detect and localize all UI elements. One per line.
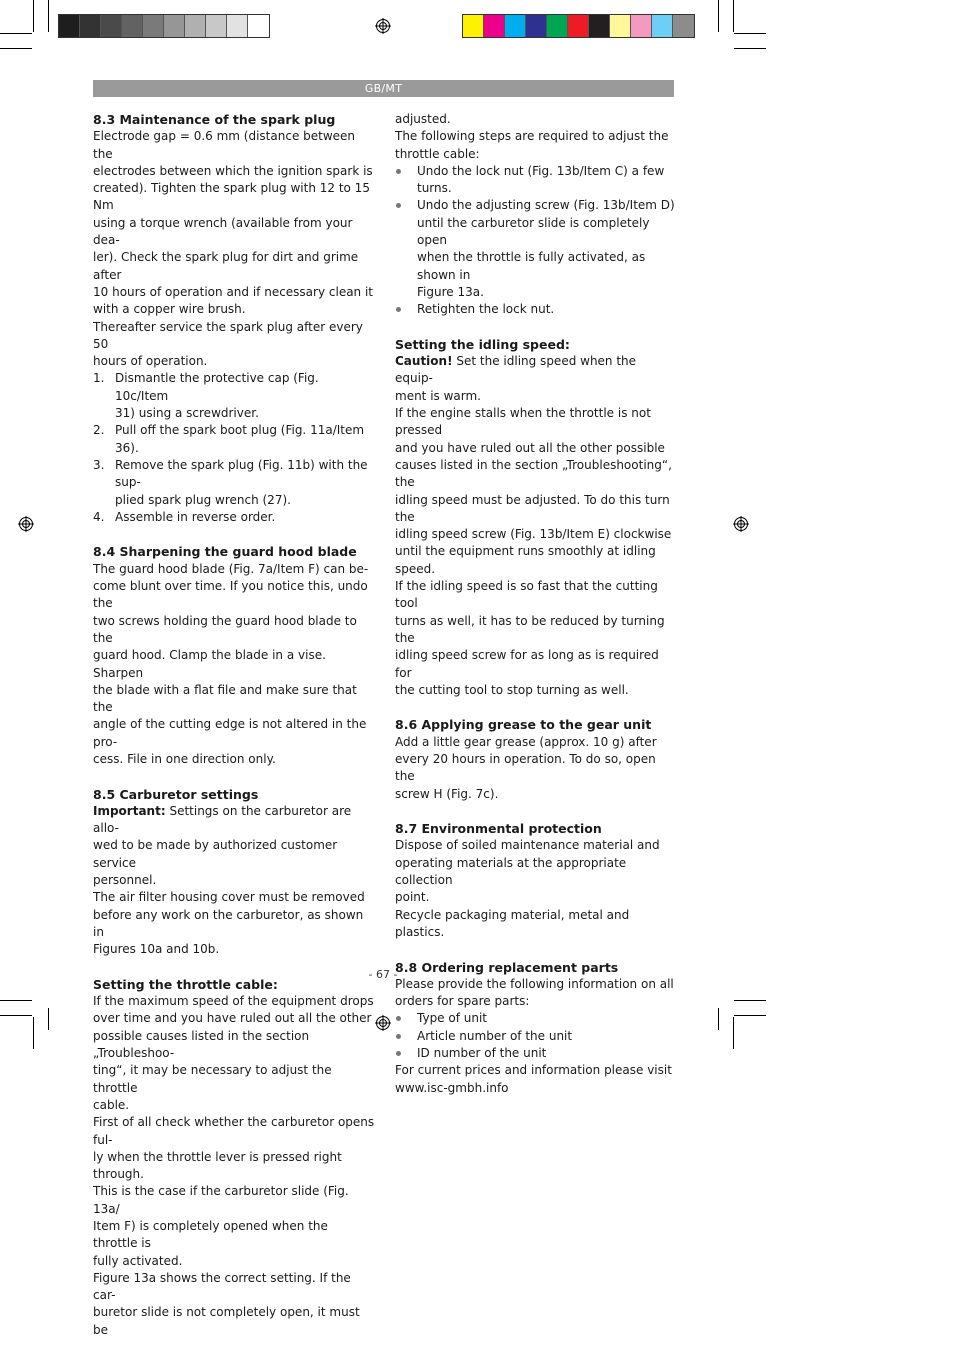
text-line: orders for spare parts:: [395, 994, 530, 1009]
subsection-heading: Setting the idling speed:: [395, 336, 570, 352]
registration-mark-icon: [375, 18, 391, 34]
text-line: adjusted.: [395, 112, 451, 126]
caution-text: Set the idling speed when the equip-: [395, 354, 637, 386]
text-line: Dispose of soiled maintenance material and: [395, 838, 660, 853]
text-line: plied spark plug wrench (27).: [115, 492, 291, 507]
important-label: Important:: [93, 803, 166, 818]
caution-label: Caution!: [395, 354, 453, 369]
text-line: This is the case if the carburetor slide (Fig. 13a/: [93, 1184, 349, 1216]
subsection-heading: Setting the throttle cable:: [93, 976, 278, 992]
crop-mark: [0, 48, 32, 49]
text-line: idling speed must be adjusted. To do this turn the: [395, 492, 670, 524]
list-item-text: ID number of the unit: [417, 1046, 547, 1061]
text-line: Figure 13a shows the correct setting. If the car-: [93, 1270, 351, 1303]
text-line: First of all check whether the carburetor opens ful-: [93, 1115, 375, 1147]
text-line: hours of operation.: [93, 354, 208, 369]
text-line: idling speed screw for as long as is required for: [395, 648, 659, 680]
color-swatch: [185, 15, 206, 37]
crop-mark: [0, 1015, 32, 1016]
paragraph-lines: [93, 837, 375, 958]
color-swatch: [484, 15, 505, 37]
text-line: fully activated.: [93, 1253, 183, 1268]
text-line: Figures 10a and 10b.: [93, 942, 220, 957]
text-line: turns as well, it has to be reduced by turning the: [395, 613, 665, 645]
text-line: guard hood. Clamp the blade in a vise. Sharpen: [93, 648, 326, 680]
color-swatch: [568, 15, 589, 37]
caution-note: [395, 353, 677, 388]
crop-mark: [718, 0, 719, 32]
text-line: causes listed in the section „Troubleshooting“, the: [395, 457, 672, 490]
text-line: the cutting tool to stop turning as well.: [395, 682, 629, 697]
text-line: before any work on the carburetor, as shown in: [93, 907, 364, 939]
paragraph-lines: [395, 1062, 677, 1097]
right-column: [395, 111, 677, 1097]
text-line: electrodes between which the ignition spark is: [93, 163, 373, 178]
bullet-icon: [396, 1051, 401, 1056]
text-line: Remove the spark plug (Fig. 11b) with the sup-: [115, 457, 368, 490]
color-swatch: [59, 15, 80, 37]
text-line: www.isc-gmbh.info: [395, 1080, 509, 1095]
text-line: Retighten the lock nut.: [417, 302, 555, 317]
crop-mark: [734, 33, 766, 34]
important-note: [93, 803, 375, 838]
color-swatch: [505, 15, 526, 37]
crop-mark: [734, 1000, 766, 1001]
text-line: If the engine stalls when the throttle is not pressed: [395, 406, 651, 438]
text-line: If the maximum speed of the equipment drops: [93, 994, 374, 1009]
color-swatch: [547, 15, 568, 37]
section-heading: 8.6 Applying grease to the gear unit: [395, 717, 652, 733]
bullet-icon: [396, 1034, 401, 1039]
text-line: personnel.: [93, 873, 157, 888]
crop-mark: [48, 0, 49, 32]
list-number: 4.: [93, 509, 105, 524]
text-line: For current prices and information please visit: [395, 1063, 672, 1078]
section-heading: 8.8 Ordering replacement parts: [395, 959, 619, 975]
text-line: The following steps are required to adjust the: [395, 129, 669, 144]
registration-mark-icon: [375, 1015, 391, 1031]
color-swatch: [526, 15, 547, 37]
language-label: GB/MT: [364, 82, 403, 95]
crop-mark: [0, 1000, 32, 1001]
list-item: [93, 509, 375, 526]
text-line: Figure 13a.: [417, 284, 484, 299]
text-line: operating materials at the appropriate collection: [395, 855, 627, 888]
list-item: [93, 457, 375, 509]
color-swatch: [673, 15, 694, 37]
bullet-icon: [396, 1016, 401, 1021]
text-line: The air filter housing cover must be removed: [93, 890, 365, 905]
list-item: [93, 370, 375, 422]
crop-mark: [733, 0, 734, 32]
text-line: created). Tighten the spark plug with 12 to 15 Nm: [93, 181, 370, 213]
crop-mark: [733, 1017, 734, 1049]
text-line: possible causes listed in the section „Troubleshoo-: [93, 1028, 310, 1061]
color-swatch: [248, 15, 269, 37]
list-item: [93, 422, 375, 457]
color-swatch: [227, 15, 248, 37]
section-heading: 8.7 Environmental protection: [395, 821, 602, 837]
page-number: - 67 -: [368, 968, 398, 981]
text-line: until the carburetor slide is completely open: [417, 215, 650, 248]
section-heading: 8.5 Carburetor settings: [93, 786, 259, 802]
color-swatch: [143, 15, 164, 37]
list-item: [395, 301, 677, 318]
text-line: using a torque wrench (available from your dea-: [93, 215, 353, 248]
text-line: Dismantle the protective cap (Fig. 10c/Item: [115, 371, 319, 403]
text-line: ment is warm.: [395, 388, 481, 403]
bullet-icon: [396, 169, 401, 174]
text-line: Undo the adjusting screw (Fig. 13b/Item D): [417, 198, 675, 213]
color-swatch: [652, 15, 673, 37]
text-line: wed to be made by authorized customer service: [93, 838, 338, 870]
paragraph-lines: [395, 388, 677, 699]
bullet-icon: [396, 307, 401, 312]
crop-mark: [33, 1017, 34, 1049]
grayscale-color-bar: [58, 14, 270, 38]
text-line: cess. File in one direction only.: [93, 751, 276, 766]
paragraph-lines: [93, 993, 375, 1339]
crop-mark: [48, 1008, 49, 1030]
text-line: turns.: [417, 181, 452, 196]
color-swatch: [463, 15, 484, 37]
registration-mark-icon: [733, 516, 749, 532]
text-line: screw H (Fig. 7c).: [395, 786, 499, 801]
paragraph-lines: [395, 734, 677, 803]
color-swatch: [80, 15, 101, 37]
text-line: every 20 hours in operation. To do so, open the: [395, 751, 656, 784]
text-line: Pull off the spark boot plug (Fig. 11a/Item: [115, 423, 365, 438]
text-line: 10 hours of operation and if necessary clean it: [93, 284, 374, 299]
color-swatch: [101, 15, 122, 37]
text-line: The guard hood blade (Fig. 7a/Item F) can be-: [93, 561, 369, 576]
left-column: [93, 111, 375, 1339]
numbered-list: [93, 370, 375, 526]
text-line: idling speed screw (Fig. 13b/Item E) clockwise: [395, 527, 672, 542]
text-line: and you have ruled out all the other possible: [395, 440, 665, 455]
text-line: cable.: [93, 1097, 130, 1112]
bullet-list: [395, 163, 677, 319]
text-line: 36).: [115, 440, 139, 455]
text-line: Undo the lock nut (Fig. 13b/Item C) a few: [417, 163, 665, 178]
page-header-bar: [93, 80, 674, 97]
text-line: ler). Check the spark plug for dirt and grime after: [93, 250, 359, 282]
process-color-bar: [462, 14, 695, 38]
color-swatch: [164, 15, 185, 37]
color-swatch: [631, 15, 652, 37]
color-swatch: [206, 15, 227, 37]
important-text: Settings on the carburetor are allo-: [93, 803, 352, 836]
color-swatch: [610, 15, 631, 37]
color-swatch: [122, 15, 143, 37]
text-line: Assemble in reverse order.: [115, 509, 276, 524]
text-line: angle of the cutting edge is not altered in the pro-: [93, 717, 367, 749]
text-line: Electrode gap = 0.6 mm (distance between the: [93, 129, 356, 161]
list-number: 3.: [93, 457, 105, 472]
text-line: Item F) is completely opened when the throttle is: [93, 1219, 328, 1251]
text-line: come blunt over time. If you notice this, undo the: [93, 579, 368, 611]
list-item: [395, 1045, 677, 1062]
text-line: 31) using a screwdriver.: [115, 406, 259, 421]
list-item: [395, 197, 677, 301]
text-line: throttle cable:: [395, 146, 480, 161]
text-line: buretor slide is not completely open, it must be: [93, 1305, 360, 1337]
text-line: Please provide the following information on all: [395, 976, 674, 991]
text-line: two screws holding the guard hood blade to the: [93, 613, 357, 645]
list-number: 1.: [93, 371, 105, 386]
registration-mark-icon: [18, 516, 34, 532]
list-item-text: Article number of the unit: [417, 1028, 573, 1043]
crop-mark: [0, 33, 32, 34]
list-number: 2.: [93, 423, 105, 438]
list-item-text: Type of unit: [417, 1011, 488, 1026]
text-line: If the idling speed is so fast that the cutting tool: [395, 579, 658, 611]
text-line: Add a little gear grease (approx. 10 g) after: [395, 734, 657, 749]
text-line: Recycle packaging material, metal and plastics.: [395, 907, 630, 939]
crop-mark: [734, 48, 766, 49]
paragraph-lines: [395, 837, 677, 941]
paragraph-lines: [93, 128, 375, 370]
list-item: [395, 163, 677, 198]
text-line: over time and you have ruled out all the other: [93, 1011, 372, 1026]
paragraph-lines: [395, 111, 677, 163]
list-item: [395, 1028, 677, 1045]
text-line: with a copper wire brush.: [93, 302, 246, 317]
text-line: ly when the throttle lever is pressed right through.: [93, 1149, 342, 1182]
text-line: Thereafter service the spark plug after every 50: [93, 319, 363, 351]
section-heading: 8.3 Maintenance of the spark plug: [93, 112, 336, 127]
text-line: ting“, it may be necessary to adjust the throttle: [93, 1063, 332, 1095]
section-heading: 8.4 Sharpening the guard hood blade: [93, 544, 357, 560]
text-line: when the throttle is fully activated, as shown in: [417, 250, 646, 282]
text-line: the blade with a flat file and make sure that the: [93, 682, 357, 715]
crop-mark: [718, 1008, 719, 1030]
text-line: point.: [395, 890, 430, 905]
bullet-list: [395, 1010, 677, 1062]
color-swatch: [589, 15, 610, 37]
crop-mark: [33, 0, 34, 32]
paragraph-lines: [93, 561, 375, 769]
text-line: until the equipment runs smoothly at idling speed.: [395, 544, 656, 576]
paragraph-lines: [395, 976, 677, 1011]
list-item: [395, 1010, 677, 1027]
crop-mark: [734, 1015, 766, 1016]
bullet-icon: [396, 203, 401, 208]
